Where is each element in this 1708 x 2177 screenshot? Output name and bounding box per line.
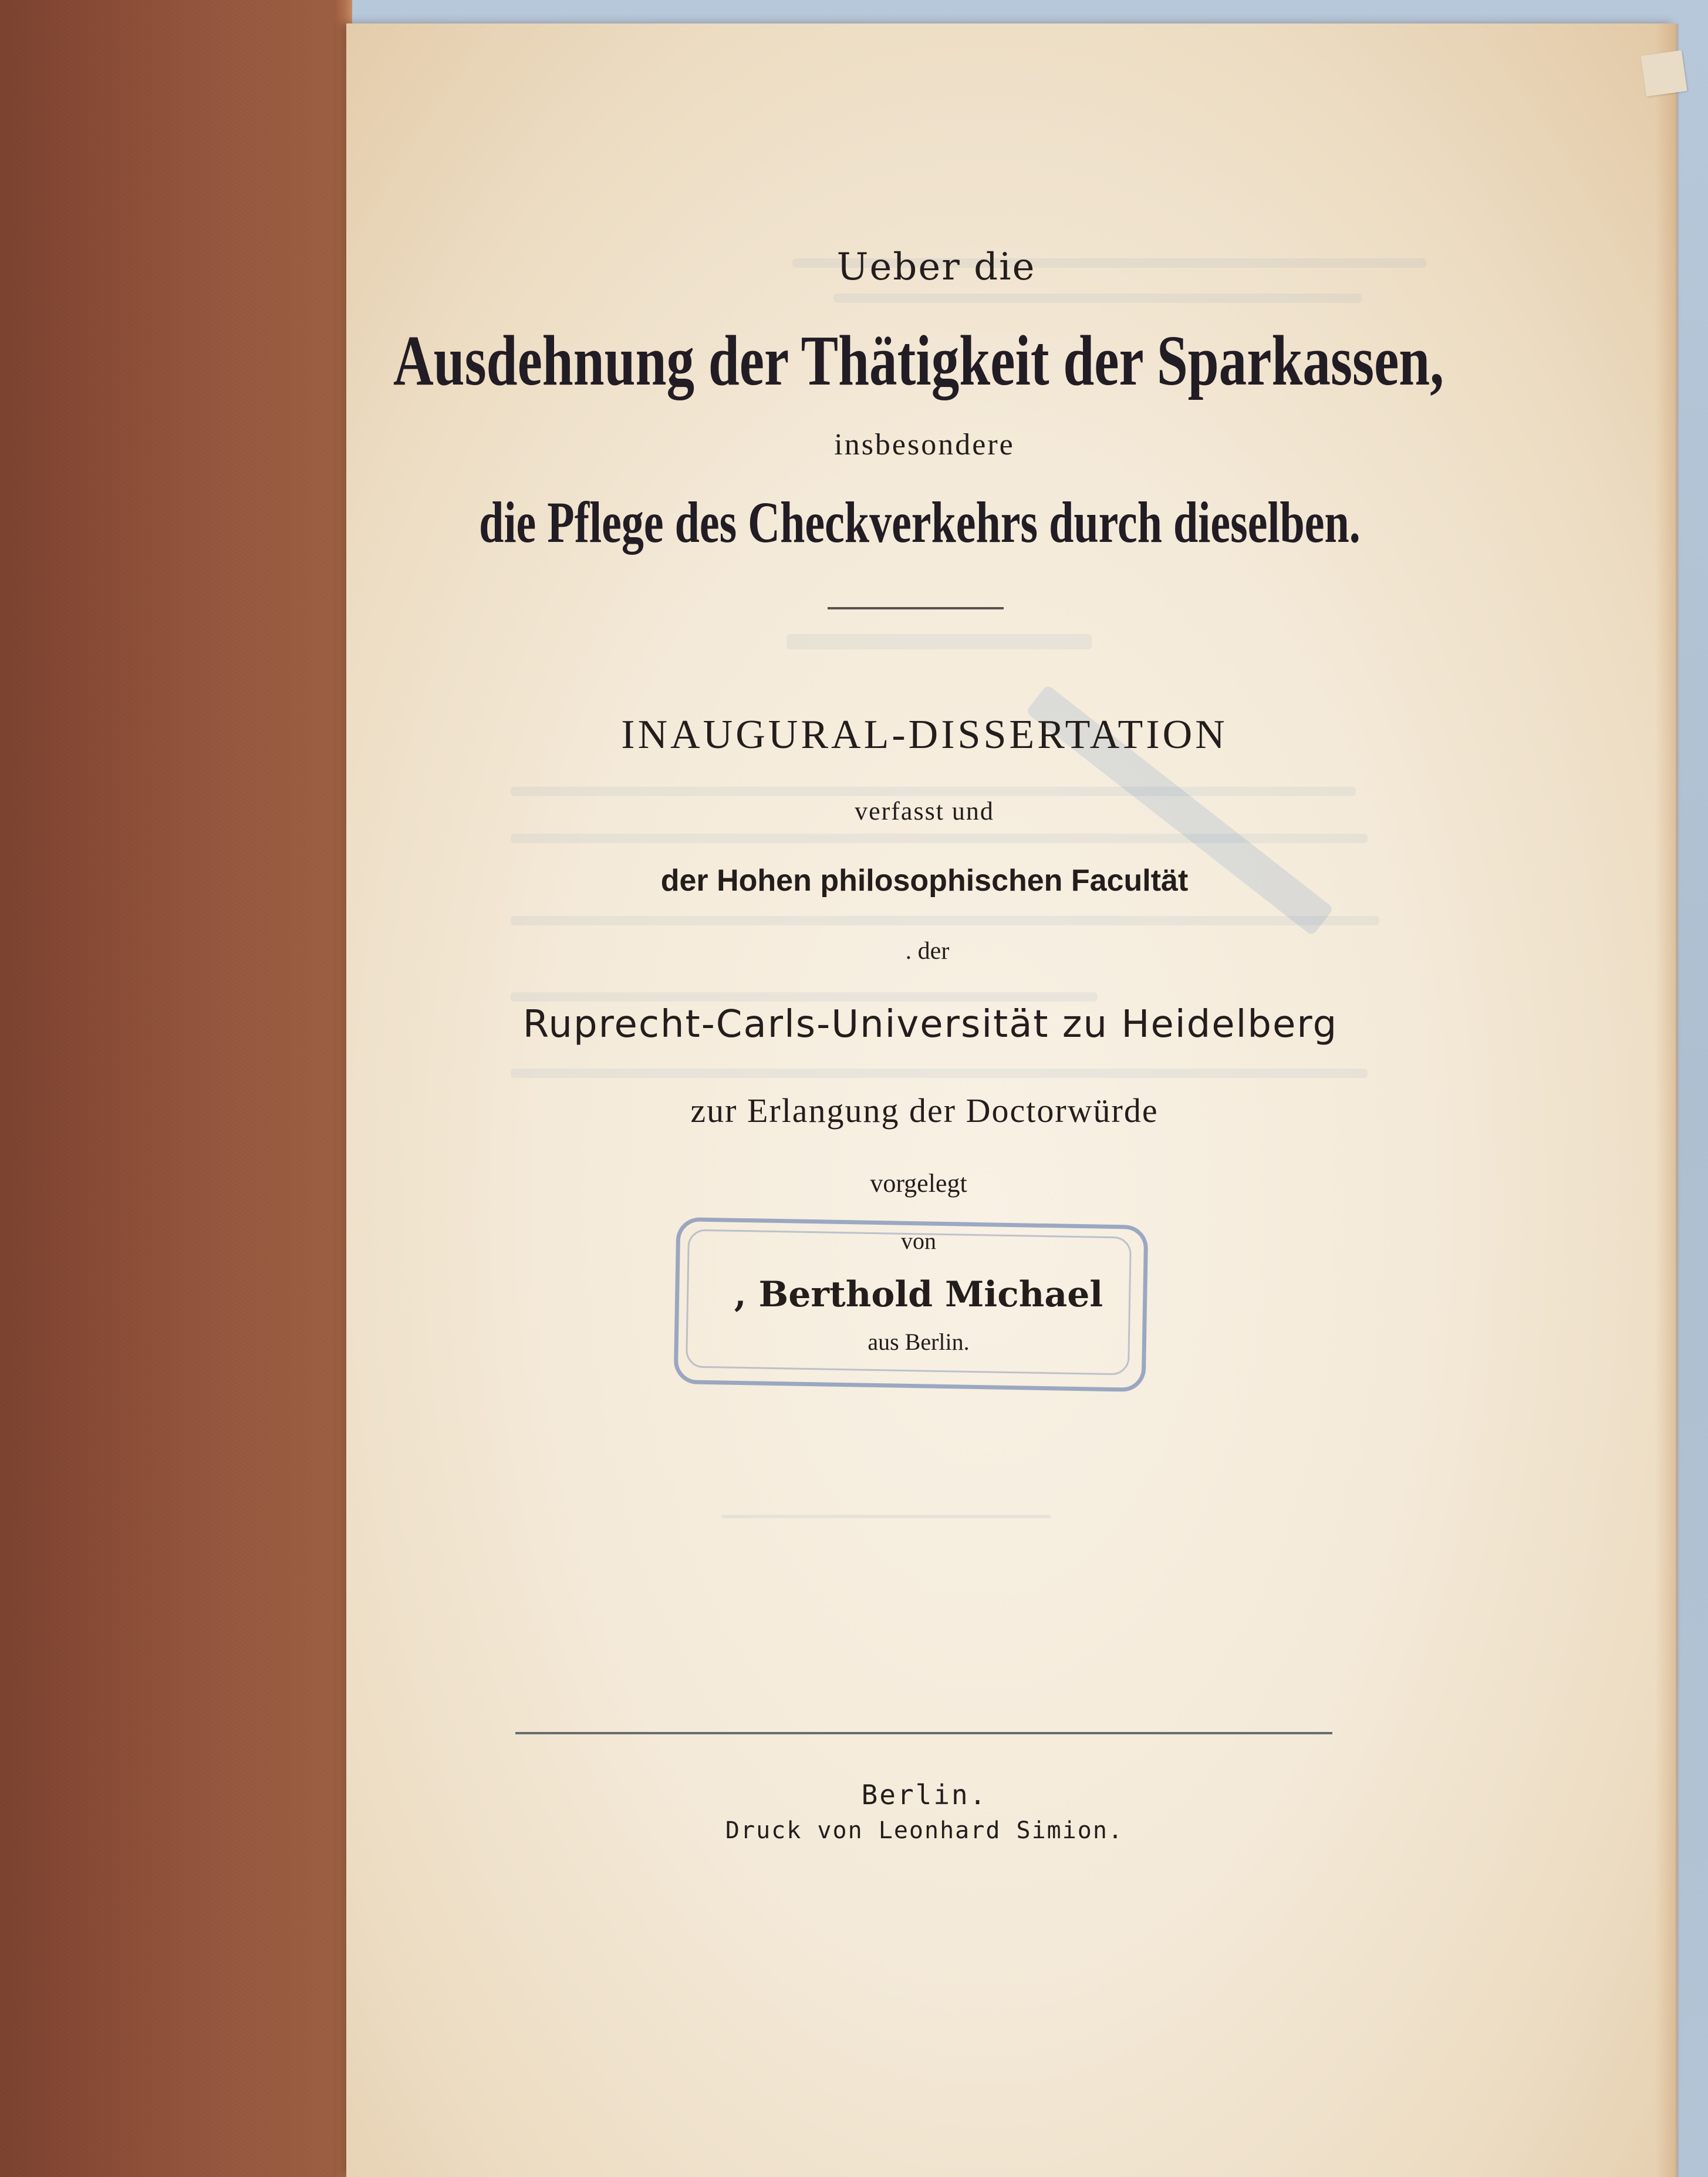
bleed-through-line xyxy=(833,294,1362,303)
bleed-through-line xyxy=(511,787,1356,796)
line-verfasst: verfasst und xyxy=(855,797,994,825)
title-line-insbesondere: insbesondere xyxy=(834,428,1015,461)
bleed-through-line xyxy=(787,634,1092,649)
bleed-through-line xyxy=(511,992,1098,1002)
university-line: Ruprecht-Carls-Universität zu Heidelberg xyxy=(522,1003,1338,1046)
line-der: . der xyxy=(905,938,950,965)
author-origin: aus Berlin. xyxy=(867,1329,970,1355)
long-divider xyxy=(515,1732,1332,1734)
line-von: von xyxy=(901,1228,936,1254)
bleed-through-line xyxy=(511,1069,1368,1078)
title-line-ueber-die: Ueber die xyxy=(836,245,1036,289)
short-divider xyxy=(828,607,1004,609)
dissertation-heading: INAUGURAL-DISSERTATION xyxy=(621,712,1228,757)
imprint-printer: Druck von Leonhard Simion. xyxy=(725,1817,1124,1844)
author-name: , Berthold Michael xyxy=(734,1274,1103,1315)
main-title: Ausdehnung der Thätigkeit der Sparkassen, xyxy=(393,321,1444,400)
line-vorgelegt: vorgelegt xyxy=(870,1169,967,1198)
shelf-mark-bleed xyxy=(722,1433,1051,1518)
paper-tab xyxy=(1641,50,1687,96)
imprint-city: Berlin. xyxy=(861,1779,988,1811)
bleed-through-line xyxy=(511,916,1379,925)
line-erlangung: zur Erlangung der Doctorwürde xyxy=(690,1091,1159,1130)
subtitle: die Pflege des Checkverkehrs durch dieselben. xyxy=(479,490,1361,555)
faculty-line: der Hohen philosophischen Facultät xyxy=(660,864,1189,898)
